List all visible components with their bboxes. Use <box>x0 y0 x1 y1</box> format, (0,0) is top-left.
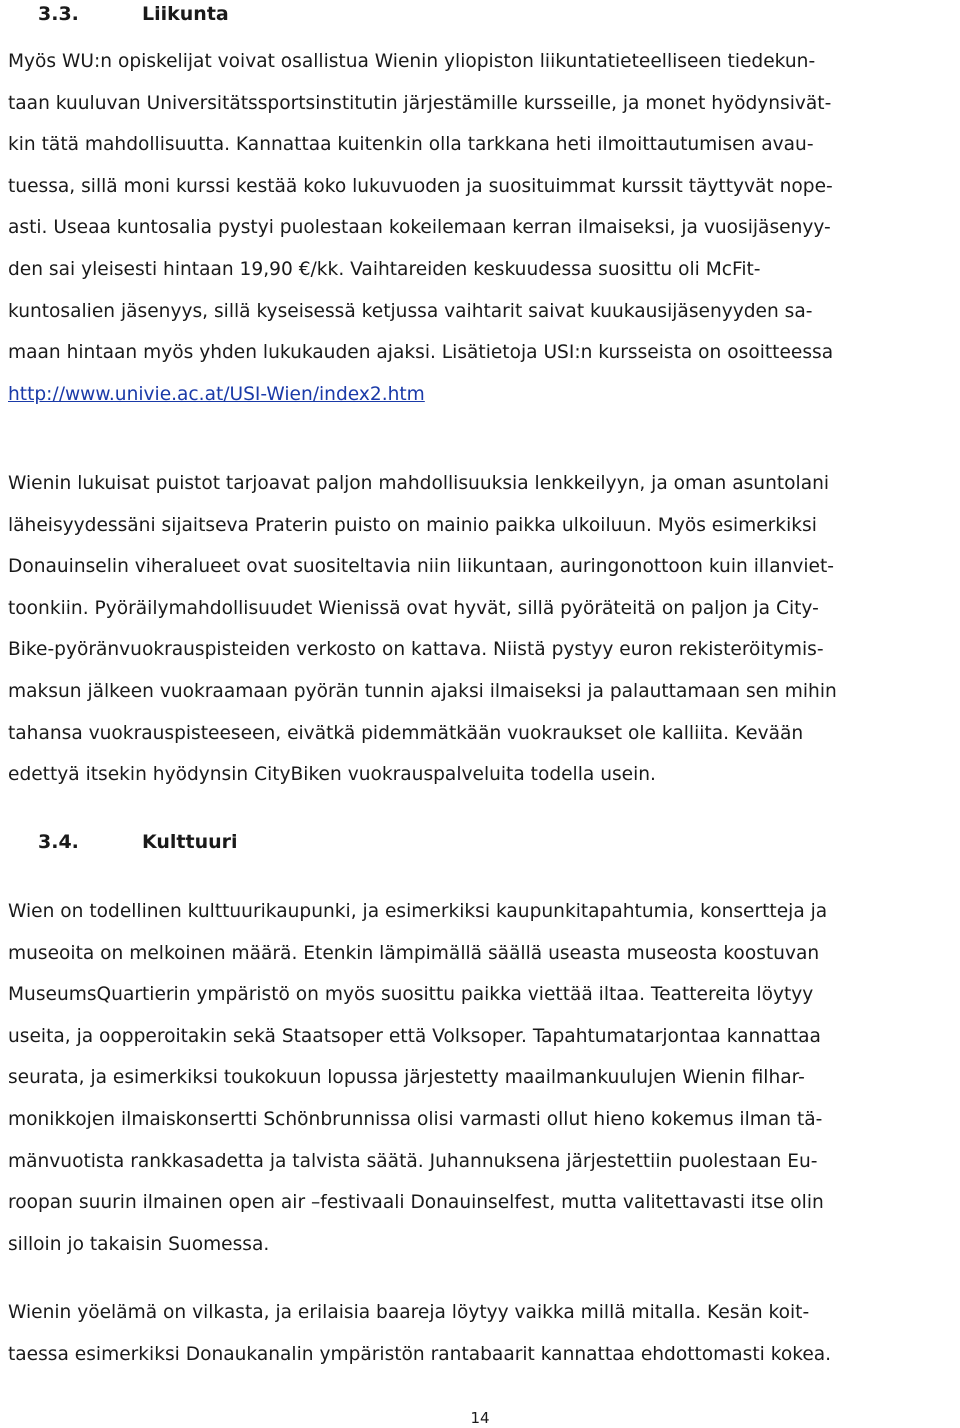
page-number: 14 <box>470 1409 490 1427</box>
text-line: asti. Useaa kuntosalia pystyi puolestaan kokeilemaan kerran ilmaiseksi, ja vuosijäsenyy- <box>8 217 831 239</box>
text-line: Donauinselin viheralueet ovat suositeltavia niin liikuntaan, auringonottoon kuin illanviet- <box>8 556 834 578</box>
paragraph-liikunta-1 <box>8 41 960 415</box>
text-line: Myös WU:n opiskelijat voivat osallistua Wienin yliopiston liikuntatieteelliseen tiedekun- <box>8 51 816 72</box>
text-line: taan kuuluvan Universitätssportsinstitutin järjestämille kursseille, ja monet hyödynsivät- <box>8 92 832 114</box>
text-line: Wienin lukuisat puistot tarjoavat paljon mahdollisuuksia lenkkeilyyn, ja oman asuntolani <box>8 473 830 494</box>
paragraph-liikunta-2 <box>8 463 960 796</box>
text-line: toonkiin. Pyöräilymahdollisuudet Wienissä ovat hyvät, sillä pyöräteitä on paljon ja City- <box>8 597 819 619</box>
text-line: maan hintaan myös yhden lukukauden ajaksi. Lisätietoja USI:n kursseista on osoitteessa <box>8 342 834 364</box>
text-line: edettyä itsekin hyödynsin CityBiken vuokrauspalveluita todella usein. <box>8 764 656 786</box>
text-line: museoita on melkoinen määrä. Etenkin lämpimällä säällä useasta museosta koostuvan <box>8 942 820 964</box>
text-line: silloin jo takaisin Suomessa. <box>8 1233 270 1255</box>
section-number: 3.4. <box>38 831 79 853</box>
text-line: tahansa vuokrauspisteeseen, eivätkä pidemmätkään vuokraukset ole kalliita. Kevään <box>8 722 804 744</box>
text-line: tuessa, sillä moni kurssi kestää koko lukuvuoden ja suosituimmat kurssit täyttyvät nope- <box>8 175 833 197</box>
text-line: Wien on todellinen kulttuurikaupunki, ja esimerkiksi kaupunkitapahtumia, konsertteja ja <box>8 901 828 922</box>
paragraph-kulttuuri-2 <box>8 1292 960 1375</box>
section-heading-kulttuuri <box>38 830 238 854</box>
text-line: kin tätä mahdollisuutta. Kannattaa kuitenkin olla tarkkana heti ilmoittautumisen avau- <box>8 134 814 156</box>
text-line: läheisyydessäni sijaitseva Praterin puisto on mainio paikka ulkoiluun. Myös esimerkiksi <box>8 514 817 536</box>
text-line: Bike-pyöränvuokrauspisteiden verkosto on kattava. Niistä pystyy euron rekisteröitymis- <box>8 639 824 661</box>
section-title: Kulttuuri <box>142 831 238 853</box>
paragraph-kulttuuri-1 <box>8 891 960 1265</box>
usi-link[interactable]: http://www.univie.ac.at/USI-Wien/index2.htm <box>8 383 425 405</box>
text-line: useita, ja oopperoitakin sekä Staatsoper että Volksoper. Tapahtumatarjontaa kannattaa <box>8 1025 821 1047</box>
section-number: 3.3. <box>38 3 79 25</box>
section-heading-liikunta <box>38 2 229 26</box>
section-title: Liikunta <box>142 3 229 25</box>
text-line: roopan suurin ilmainen open air –festivaali Donauinselfest, mutta valitettavasti itse olin <box>8 1192 824 1214</box>
text-line: maksun jälkeen vuokraamaan pyörän tunnin ajaksi ilmaiseksi ja palauttamaan sen mihin <box>8 680 837 702</box>
text-line: den sai yleisesti hintaan 19,90 €/kk. Vaihtareiden keskuudessa suosittu oli McFit- <box>8 258 761 280</box>
text-line: mänvuotista rankkasadetta ja talvista säätä. Juhannuksena järjestettiin puolestaan Eu- <box>8 1150 818 1172</box>
text-line: MuseumsQuartierin ympäristö on myös suosittu paikka viettää iltaa. Teattereita löytyy <box>8 984 814 1006</box>
text-line: seurata, ja esimerkiksi toukokuun lopussa järjestetty maailmankuulujen Wienin filhar- <box>8 1067 805 1089</box>
text-line: taessa esimerkiksi Donaukanalin ympäristön rantabaarit kannattaa ehdottomasti kokea. <box>8 1343 832 1365</box>
text-line: Wienin yöelämä on vilkasta, ja erilaisia baareja löytyy vaikka millä mitalla. Kesän koit- <box>8 1302 810 1323</box>
text-line: monikkojen ilmaiskonsertti Schönbrunnissa olisi varmasti ollut hieno kokemus ilman tä- <box>8 1108 823 1130</box>
text-line: kuntosalien jäsenyys, sillä kyseisessä ketjussa vaihtarit saivat kuukausijäsenyyden sa- <box>8 300 813 322</box>
